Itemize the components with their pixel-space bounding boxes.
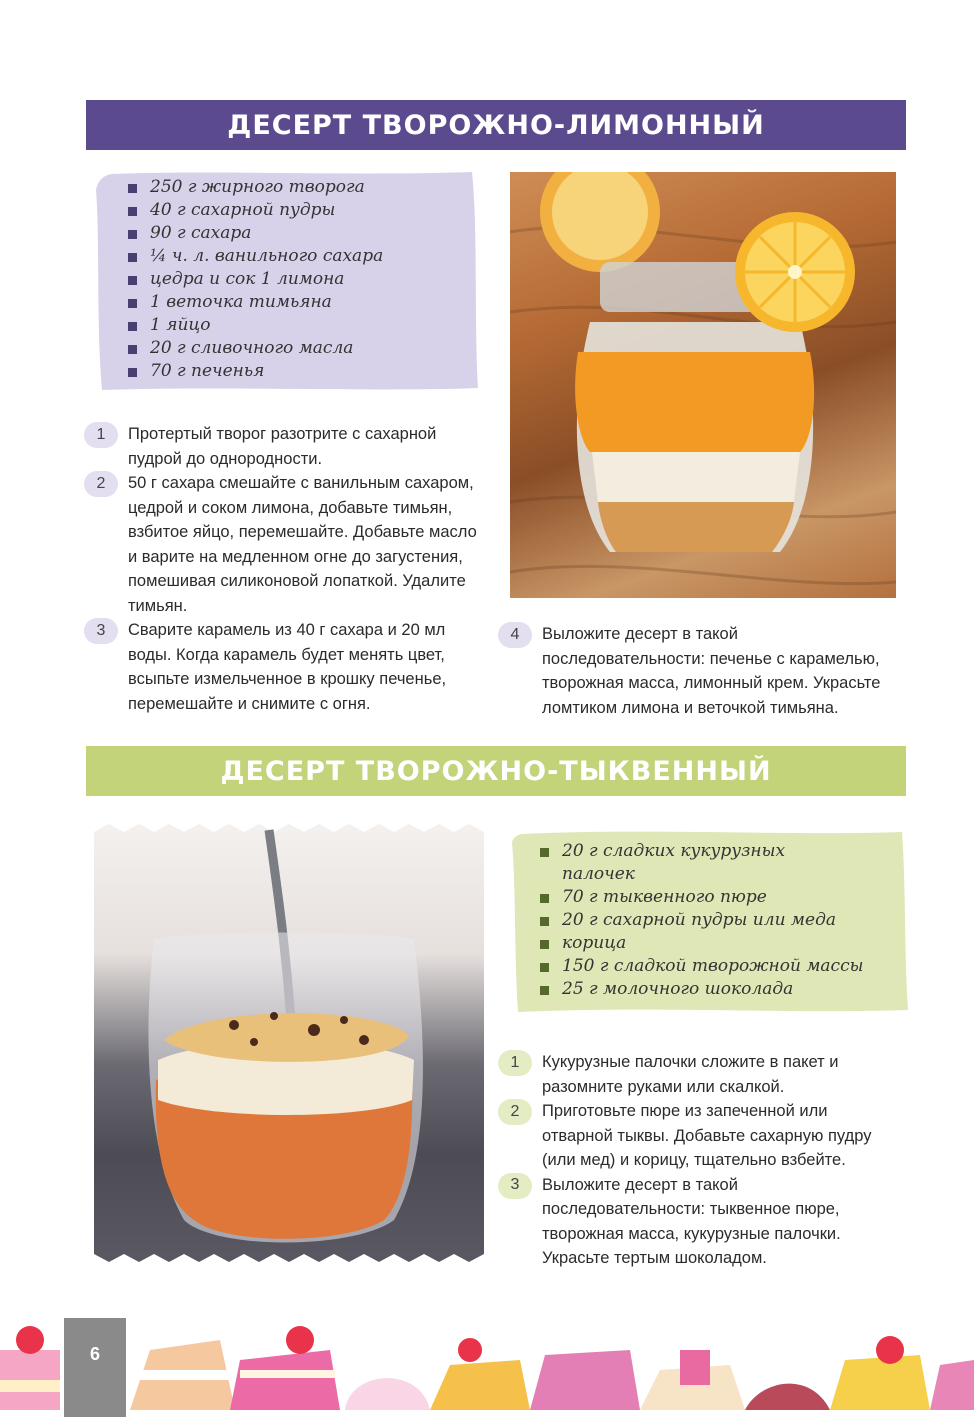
- step-number: 3: [498, 1173, 532, 1199]
- jar-illustration: [510, 172, 896, 598]
- step-number: 4: [498, 622, 532, 648]
- recipe1-steps-right: [500, 622, 896, 720]
- step-number: 2: [84, 471, 118, 497]
- step-item: [500, 1050, 900, 1099]
- recipe1-ingredient-list: [94, 170, 480, 383]
- recipe1-title-banner: [86, 100, 906, 150]
- ingredient-item: 20 г сливочного масла: [128, 337, 480, 360]
- step-item: [500, 1099, 900, 1173]
- step-text: Выложите десерт в такой последовательности: печенье с карамелью, творожная масса, лимонный крем. Украсьте ломтиком лимона и веточкой тимьяна.: [542, 625, 881, 717]
- step-number: 1: [84, 422, 118, 448]
- ingredient-item: ¼ ч. л. ванильного сахара: [128, 245, 480, 268]
- step-item: [500, 622, 896, 720]
- step-item: [500, 1173, 900, 1271]
- ingredient-item: 70 г печенья: [128, 360, 480, 383]
- step-text: Кукурузные палочки сложите в пакет и разомните руками или скалкой.: [542, 1053, 839, 1096]
- step-text: Выложите десерт в такой последовательности: тыквенное пюре, творожная масса, кукурузные палочки. Украсьте тертым шоколадом.: [542, 1175, 841, 1267]
- ingredient-item: 20 г сладких кукурузных палочек: [540, 840, 852, 886]
- ingredient-item: корица: [540, 932, 908, 955]
- ingredient-item: 1 яйцо: [128, 314, 480, 337]
- recipe2-title: ДЕСЕРТ ТВОРОЖНО-ТЫКВЕННЫЙ: [220, 755, 772, 787]
- lemon-dessert-photo: [510, 172, 896, 598]
- ingredient-item: 1 веточка тимьяна: [128, 291, 480, 314]
- step-text: 50 г сахара смешайте с ванильным сахаром, цедрой и соком лимона, добавьте тимьян, взбитое яйцо, перемешайте. Добавьте масло и варите на медленном огне до загустения, помешивая силиконовой лопаткой. Удалите тимьян.: [128, 474, 477, 615]
- step-item: [86, 471, 486, 618]
- ingredient-item: 20 г сахарной пудры или меда: [540, 909, 908, 932]
- recipe1-ingredients-box: [94, 170, 480, 392]
- ingredient-item: 250 г жирного творога: [128, 176, 480, 199]
- step-number: 1: [498, 1050, 532, 1076]
- page-number-tab: [64, 1318, 126, 1417]
- step-text: Сварите карамель из 40 г сахара и 20 мл воды. Когда карамель будет менять цвет, всыпьте измельченное в крошку печенье, перемешайте и снимите с огня.: [128, 621, 447, 713]
- ingredient-item: 90 г сахара: [128, 222, 480, 245]
- ingredient-item: 25 г молочного шоколада: [540, 978, 908, 1001]
- ingredient-item: 70 г тыквенного пюре: [540, 886, 908, 909]
- recipe1-title: ДЕСЕРТ ТВОРОЖНО-ЛИМОННЫЙ: [227, 109, 765, 141]
- recipe2-ingredient-list: [512, 828, 908, 1001]
- ingredient-item: цедра и сок 1 лимона: [128, 268, 480, 291]
- pumpkin-dessert-photo: [94, 820, 484, 1266]
- recipe1-steps-left: [86, 422, 486, 716]
- step-number: 3: [84, 618, 118, 644]
- sweets-footer-illustration: [0, 1310, 974, 1417]
- recipe2-ingredients-box: [512, 828, 908, 1012]
- recipe2-steps: [500, 1050, 900, 1271]
- page-number: 6: [89, 1344, 100, 1364]
- step-text: Протертый творог разотрите с сахарной пудрой до однородности.: [128, 425, 437, 468]
- step-item: [86, 422, 486, 471]
- glass-illustration: [94, 820, 484, 1266]
- recipe2-title-banner: [86, 746, 906, 796]
- step-text: Приготовьте пюре из запеченной или отварной тыквы. Добавьте сахарную пудру (или мед) и корицу, тщательно взбейте.: [542, 1102, 872, 1169]
- step-number: 2: [498, 1099, 532, 1125]
- ingredient-item: 150 г сладкой творожной массы: [540, 955, 908, 978]
- step-item: [86, 618, 486, 716]
- ingredient-item: 40 г сахарной пудры: [128, 199, 480, 222]
